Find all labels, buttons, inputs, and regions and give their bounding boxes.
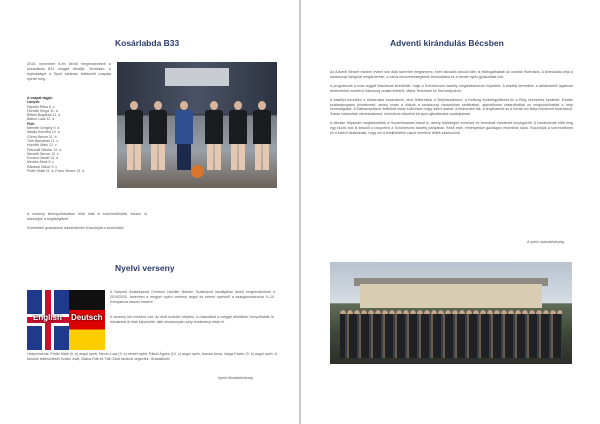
group-photo-schonbrunn: [330, 262, 572, 364]
basket-closing: A verseny lebonyolításában több diák is közreműködött, ezúton is köszönjük a segítségüket!: [27, 212, 147, 221]
flags-photo: [27, 290, 105, 350]
trip-para: A délután folyamán megtekintettük a Hundertwasser-házat is, amely különleges színeivel és formáival mindenkit lenyűgözött. A hazaindulás előtt még egy közös fotó is készült a csoportról a Schönbrunni kastély parkjában. Késő este, élményekkel gazdagon érkeztünk haza. Köszönjük a szervezőknek és a kísérő tanároknak, hogy ezt a felejthetetlen napot lehetővé tették számunkra!: [330, 121, 573, 136]
roster: [27, 96, 113, 173]
basket-thanks: Szeretettel gratulálunk mindenkinek! Köszönjük a szurkolást!: [27, 226, 124, 230]
roster-girls-label: Lányok:: [27, 100, 41, 105]
left-page: [0, 0, 299, 424]
roster-title: A csapat tagjai:: [27, 96, 53, 100]
basket-title: Kosárlabda B33: [115, 38, 180, 48]
roster-item: Pintér Máté 11. a, Fodor Bence 13. a: [27, 169, 85, 174]
roster-item: Tóth Barnabás 11. c: [27, 138, 59, 143]
trip-body: [330, 70, 573, 140]
roster-item: Göncz Bence 11. b: [27, 134, 57, 139]
roster-item: Pancsáll Sándor 12. a: [27, 147, 62, 152]
roster-item: Babos Luca 12. a: [27, 117, 55, 122]
lang-para-1: A Szepesi Szakképzési Centrum Handler Nándor Szakképző Iskolájában került megrendezésre a 2019/2020. tanévben a megyei nyelvi verseny angol és német nyelvből a szakgimnáziumok 9–10. évfolyamos tanulói részére.: [110, 290, 275, 304]
trip-para: A programunk a kora reggeli indulással kezdődött, majd a Schönbrunni kastély megtekintésével folytattuk. A kastély termeiben a tárlatvezető izgalmas történeteket mesélt a Habsburg család életéről, Mária Teréziáról és Sisi királynéról.: [330, 83, 573, 93]
flag-english-label: English: [33, 313, 62, 322]
lang-para-2: A verseny két fordulós volt, az első fordulót helyben, a másodikat a megyei döntőben bonyolították le. Iskolánkat öt diák képviselte, akik mindannyian szép eredményt értek el.: [110, 315, 275, 324]
lang-title: Nyelvi verseny: [115, 263, 175, 273]
roster-item: Horváth Kinga 11. a: [27, 108, 58, 113]
roster-item: Mentes Ábris 9. c: [27, 160, 55, 165]
trip-author: A nyelvi munkaközösség: [527, 240, 565, 244]
trip-title: Adventi kirándulás Bécsben: [390, 38, 504, 48]
roster-item: Egreshi Réka 6. c: [27, 104, 55, 109]
lang-author: Nyelvi Munkaközösség: [218, 376, 253, 380]
roster-item: Németh Bence 12. c: [27, 151, 59, 156]
trip-para: Az Adventi Bécset minden évben sok diák szeretné megismerni, ezért iskolánk tanulói idén is ellátogathattak az osztrák fővárosba. A kirándulás célja a karácsonyi hangulat megismerése, a város nevezetességeinek bemutatása és a német nyelv gyakorlása volt.: [330, 70, 573, 79]
basketball-team-photo: [117, 62, 277, 188]
roster-item: Rábasal Gábor 9. c: [27, 164, 58, 169]
roster-item: Nádas Kornélia 10. a: [27, 130, 60, 135]
roster-item: Németh Gergely 9. a: [27, 126, 60, 131]
flag-german-label: Deutsch: [71, 313, 103, 322]
roster-item: Kovács Dániel 12. a: [27, 156, 59, 161]
trip-para: A kastélyt követően a belvárosba buszoztunk, ahol felkerestük a Stephansdomot, a Hofburg épületegyüttesét és a Ring nevezetes épületeit. Ezután szabadprogram következett, amely során a diákok a karácsonyi vásárokban sétálhattak, ajándékokat vásárolhattak és megkóstolhatták a helyi finomságokat. A Rathausplatzon felállított vásár különösen nagy sikert aratott: a feldíszített fák, a fényfüzérek és a forralt bor illata mindenkit elvarázsolt. Sokan vásároltak mézeskalácsot, kézműves díszeket és apró ajándékokat családjuknak.: [330, 97, 573, 117]
right-page: [301, 0, 600, 424]
basket-intro: 2016. november 5-én került megrendezésre a kosárlabda B33 megyei döntője, Vecsésen. A bajnokságot a Sport kiválóan felkészült csapata nyerte meg.: [27, 62, 111, 81]
lang-para-3: Helyezéseink: Pintér Máté (9. b) angol nyelv, Mezei Luca (9. b) német nyelv, Pálcsi Ágnes (10. c) angol nyelv, Aracsa Anna, Varga Eszter (9. b) angol nyelv. A tanulók felkészítését Szabó Judit, Bakos Edit és Tóth Zsolt tanárok végezték. Gratulálunk!: [27, 352, 277, 361]
roster-item: Békés Boglárka 11. a: [27, 113, 61, 118]
roster-boys-label: Fiúk:: [27, 121, 36, 126]
roster-item: Horváth Márk 12. c: [27, 143, 57, 148]
